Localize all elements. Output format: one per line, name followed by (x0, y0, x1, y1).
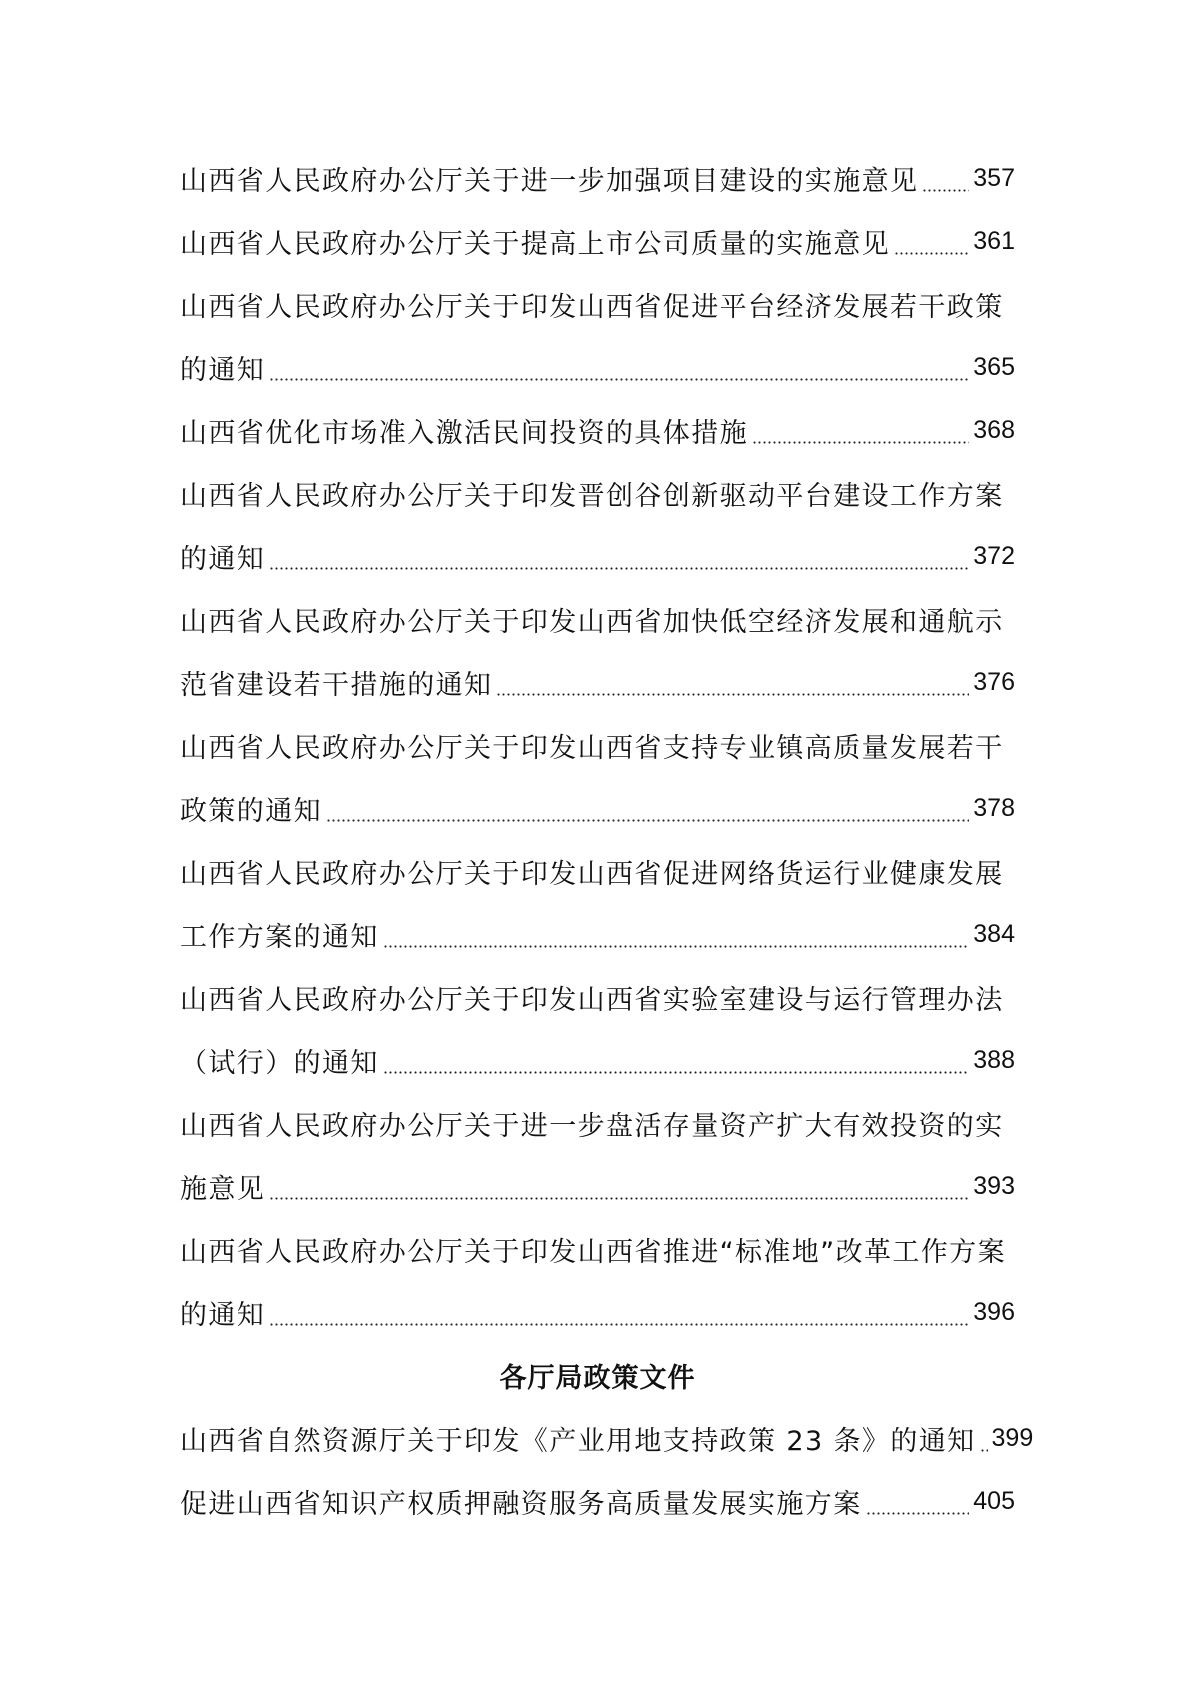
toc-entry-last-line (180, 336, 1015, 399)
toc-entry-title: 山西省人民政府办公厅关于进一步加强项目建设的实施意见 (180, 166, 919, 197)
toc-page-number: 361 (973, 227, 1015, 255)
toc-page-number: 393 (973, 1172, 1015, 1200)
toc-entry-last-line (180, 525, 1015, 588)
toc-group-departments (180, 1407, 1034, 1533)
toc-entry-last-line (180, 1407, 1034, 1470)
toc-entry-title: 山西省人民政府办公厅关于印发山西省促进网络货运行业健康发展 (180, 859, 1004, 890)
toc-entry-title: 的通知 (180, 1300, 266, 1331)
toc-page-number: 372 (973, 542, 1015, 570)
toc-entry[interactable] (180, 840, 1015, 966)
dot-leader (894, 227, 969, 255)
toc-entry-title: 山西省人民政府办公厅关于印发山西省推进“标准地”改革工作方案 (180, 1237, 1006, 1268)
toc-entry[interactable] (180, 1092, 1015, 1218)
toc-entry-line (180, 840, 1015, 903)
toc-entry-title: 山西省人民政府办公厅关于印发晋创谷创新驱动平台建设工作方案 (180, 481, 1004, 512)
dot-leader (269, 353, 969, 381)
dot-leader (496, 668, 969, 696)
toc-entry-last-line (180, 777, 1015, 840)
toc-entry-title: 山西省自然资源厅关于印发《产业用地支持政策 23 条》的通知 (180, 1426, 976, 1457)
toc-entry-line (180, 966, 1015, 1029)
toc-entry-line (180, 714, 1015, 777)
toc-entry-last-line (180, 903, 1015, 966)
toc-entry[interactable] (180, 1218, 1015, 1344)
dot-leader (752, 416, 969, 444)
toc-page-number: 388 (973, 1046, 1015, 1074)
dot-leader (269, 1298, 969, 1326)
toc-entry-title: 山西省人民政府办公厅关于印发山西省实验室建设与运行管理办法 (180, 985, 1004, 1016)
toc-entry-title: 的通知 (180, 355, 266, 386)
toc-entry-line (180, 273, 1015, 336)
toc-entry-last-line (180, 1281, 1015, 1344)
toc-entry-last-line (180, 399, 1015, 462)
toc-entry[interactable] (180, 966, 1015, 1092)
toc-entry-title: 山西省人民政府办公厅关于提高上市公司质量的实施意见 (180, 229, 890, 260)
toc-entry[interactable] (180, 147, 1015, 210)
toc-entry[interactable] (180, 588, 1015, 714)
toc-entry[interactable] (180, 273, 1015, 399)
toc-entry-title: 工作方案的通知 (180, 922, 379, 953)
toc-entry[interactable] (180, 1407, 1034, 1470)
toc-entry-title: 的通知 (180, 544, 266, 575)
toc-page-number: 357 (973, 164, 1015, 192)
dot-leader (326, 794, 969, 822)
toc-entry-title: 山西省优化市场准入激活民间投资的具体措施 (180, 418, 748, 449)
toc-page-number: 396 (973, 1298, 1015, 1326)
dot-leader (383, 1046, 969, 1074)
toc-page-number: 368 (973, 416, 1015, 444)
toc-entry[interactable] (180, 462, 1015, 588)
toc-entry-title: 山西省人民政府办公厅关于印发山西省支持专业镇高质量发展若干 (180, 733, 1004, 764)
toc-entry-last-line (180, 651, 1015, 714)
toc-entry-title: 促进山西省知识产权质押融资服务高质量发展实施方案 (180, 1489, 862, 1520)
toc-page-number: 405 (973, 1487, 1015, 1515)
section-heading: 各厅局政策文件 (499, 1363, 696, 1394)
toc-entry[interactable] (180, 1470, 1015, 1533)
toc-entry-title: 山西省人民政府办公厅关于印发山西省促进平台经济发展若干政策 (180, 292, 1004, 323)
toc-entry-title: 山西省人民政府办公厅关于进一步盘活存量资产扩大有效投资的实 (180, 1111, 1004, 1142)
table-of-contents (180, 147, 1034, 1533)
toc-entry-last-line (180, 1155, 1015, 1218)
toc-entry-last-line (180, 1029, 1015, 1092)
toc-entry-line (180, 1218, 1015, 1281)
toc-page-number: 365 (973, 353, 1015, 381)
dot-leader (980, 1424, 988, 1452)
dot-leader (269, 542, 969, 570)
toc-entry-line (180, 588, 1015, 651)
toc-entry-title: 政策的通知 (180, 796, 322, 827)
toc-page-number: 399 (991, 1424, 1034, 1452)
toc-page-number: 376 (973, 668, 1015, 696)
toc-entry-title: 山西省人民政府办公厅关于印发山西省加快低空经济发展和通航示 (180, 607, 1004, 638)
dot-leader (922, 164, 969, 192)
toc-entry-title: 范省建设若干措施的通知 (180, 670, 493, 701)
toc-entry[interactable] (180, 714, 1015, 840)
toc-entry-title: （试行）的通知 (180, 1048, 379, 1079)
toc-entry-line (180, 1092, 1015, 1155)
toc-entry-last-line (180, 210, 1015, 273)
toc-page-number: 378 (973, 794, 1015, 822)
toc-entry-last-line (180, 1470, 1015, 1533)
toc-entry[interactable] (180, 399, 1015, 462)
toc-page-number: 384 (973, 920, 1015, 948)
dot-leader (383, 920, 969, 948)
dot-leader (866, 1487, 970, 1515)
toc-entry-last-line (180, 147, 1015, 210)
toc-entry-line (180, 462, 1015, 525)
toc-group-provincial-office (180, 147, 1015, 1344)
toc-entry-title: 施意见 (180, 1174, 266, 1205)
toc-entry[interactable] (180, 210, 1015, 273)
dot-leader (269, 1172, 969, 1200)
